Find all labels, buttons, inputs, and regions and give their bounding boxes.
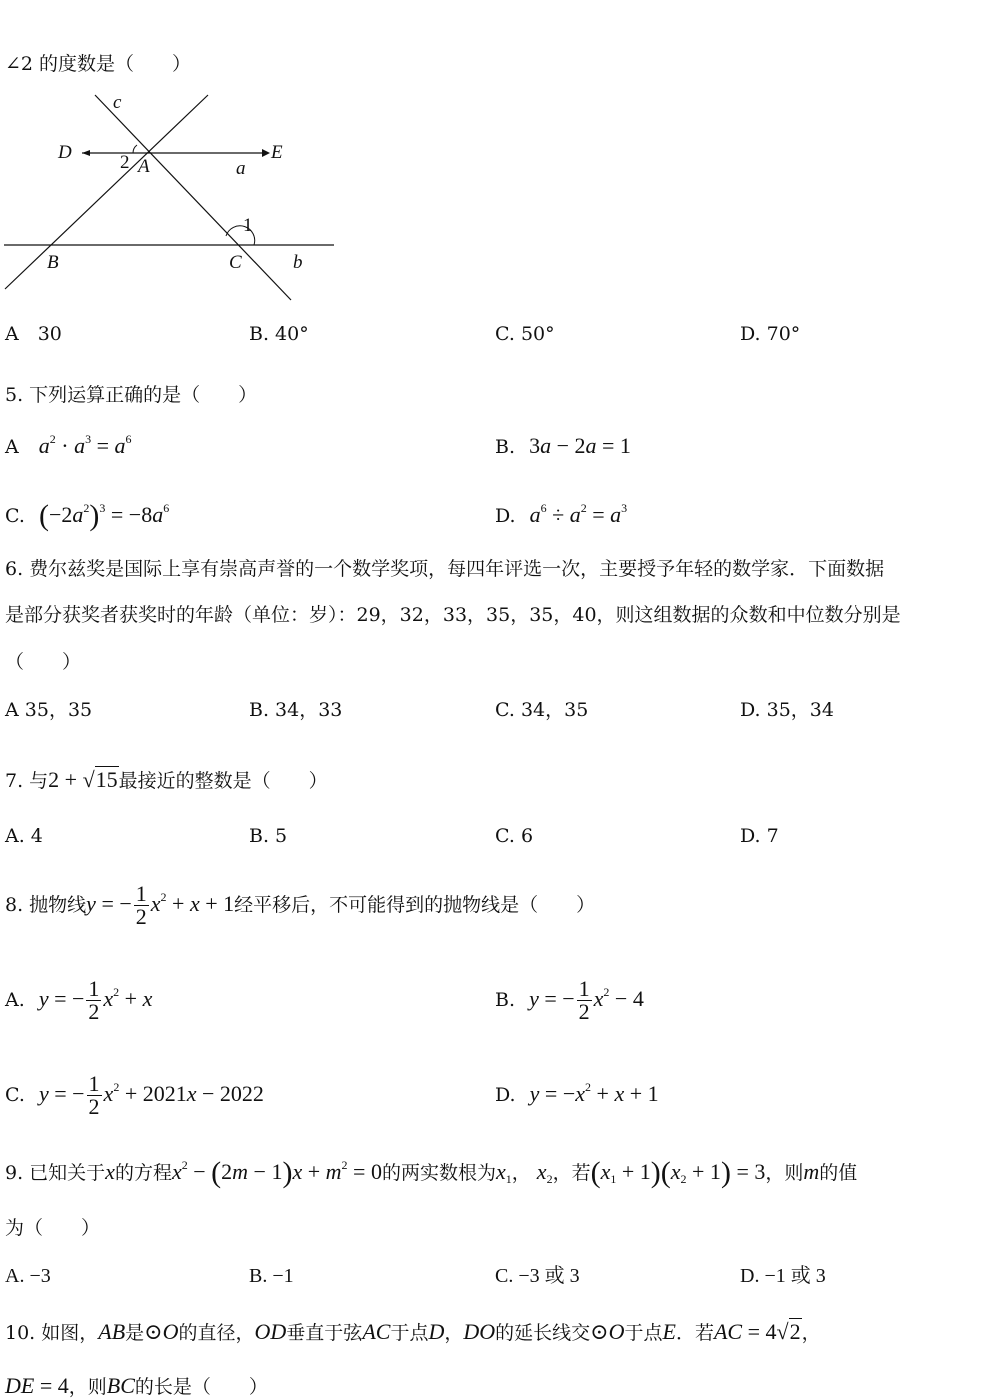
q6-option-a: A 35，35 [5,699,93,721]
label-a-line: a [236,158,246,179]
q7-stem: 7. 与2 + √15最接近的整数是（ ） [5,767,328,792]
label-c: c [113,92,122,113]
q6-line-3: （ ） [5,651,82,673]
label-a-point: A [138,156,150,177]
q9-option-b: B. −1 [249,1265,294,1287]
label-1: 1 [243,215,253,236]
q8-option-a: A. y = − $\frac{1}{2}$ $x^2 + x$ [5,976,153,1025]
q8-option-c: C. y = − $\frac{1}{2}$ $x^2 + 2021x - 2022$ [5,1071,264,1120]
angle-2-arc [133,145,137,153]
q4-option-d: D. 70° [740,323,801,345]
label-c-point: C [229,252,242,273]
q5-option-d: D. $a^6 \div a^2 = a^3$ [495,501,628,527]
label-2: 2 [120,152,130,173]
q7-option-a: A. 4 [5,825,43,847]
q8-option-b: B. y = − $\frac{1}{2}$ $x^2 - 4$ [495,976,644,1025]
q10-line-2: DE = 4，则BC的长是（ ） [5,1373,268,1398]
q10-stem: 10. 如图，AB是⊙O的直径，OD垂直于弦AC于点D，DO的延长线交⊙O于点E．若AC = 4√2， [5,1319,821,1344]
q5-stem: 5. 下列运算正确的是（ ） [5,384,258,406]
arrow-e [262,149,270,157]
q6-option-b: B. 34，33 [249,699,343,721]
label-d: D [58,142,72,163]
q4-option-c: C. 50° [495,323,555,345]
q7-option-b: B. 5 [249,825,288,847]
q6-line-2: 是部分获奖者获奖时的年龄（单位：岁）：29，32，33，35，35，40，则这组数据的众数和中位数分别是 [5,604,901,626]
q9-line-2: 为（ ） [5,1217,101,1239]
label-b-line: b [293,252,303,273]
label-b-point: B [47,252,59,273]
q6-option-d: D. 35，34 [740,699,834,721]
q7-option-c: C. 6 [495,825,534,847]
line-c [95,95,291,300]
q5-option-c: C. $(-2a^2)^3 = -8a^6$ [5,499,170,532]
q4-geometry-figure [0,90,340,305]
q6-line-1: 6. 费尔兹奖是国际上享有崇高声誉的一个数学奖项，每四年评选一次，主要授予年轻的数学家．下面数据 [5,558,885,580]
q9-option-d: D. −1 或 3 [740,1265,826,1287]
q5-option-a: A $a^2 \cdot a^3 = a^6$ [5,432,132,458]
q6-option-c: C. 34，35 [495,699,589,721]
q9-stem: 9. 已知关于x的方程$x^2 - (2m - 1)x + m^2 = 0$的两实数根为$x_1$， $x_2$，若$(x_1 + 1)(x_2 + 1) = 3$，则m的值 [5,1156,858,1189]
q9-option-c: C. −3 或 3 [495,1265,580,1287]
arrow-d [82,150,90,156]
q9-option-a: A. −3 [5,1265,51,1287]
q4-stem-tail: ∠2 的度数是（ ） [5,53,192,75]
q8-stem: 8. 抛物线y = − $\frac{1}{2}$ $x^2 + x + 1$经平移后，不可能得到的抛物线是（ ） [5,881,596,930]
q8-option-d: D. $y = -x^2 + x + 1$ [495,1080,659,1106]
q4-option-b: B. 40° [249,323,309,345]
label-e: E [271,142,283,163]
line-ab [5,95,208,289]
q7-option-d: D. 7 [740,825,779,847]
q4-option-a: A 30 [5,323,62,345]
q5-option-b: B. 3a − 2a = 1 [495,433,631,458]
